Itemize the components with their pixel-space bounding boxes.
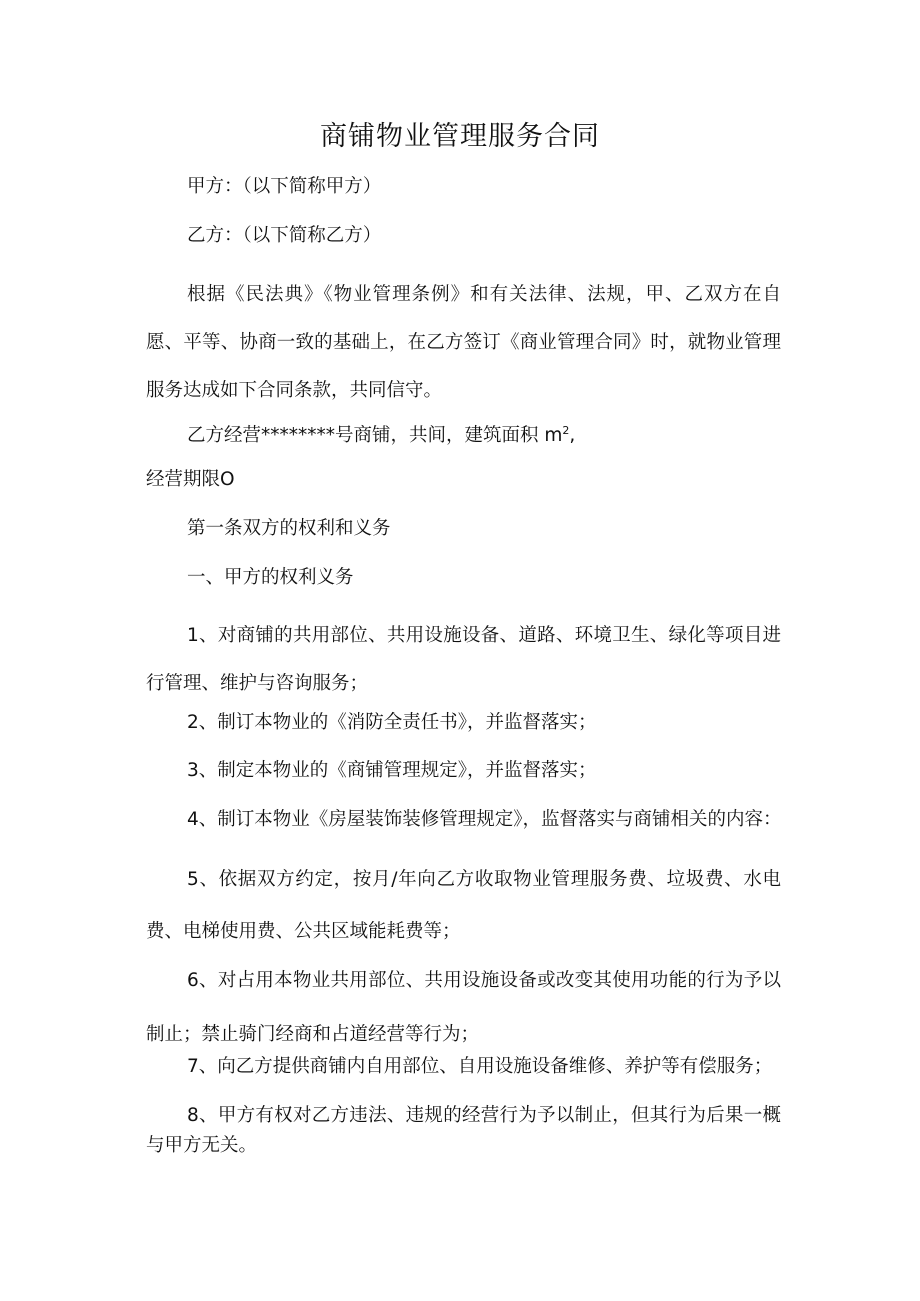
clause-item-2: 2、制订本物业的《消防全责任书》，并监督落实； — [187, 712, 597, 733]
shop-info-text: 乙方经营********号商铺，共间，建筑面积 m — [187, 425, 563, 447]
clause-item-6: 6、对占用本物业共用部位、共用设施设备或改变其使用功能的行为予以制止；禁止骑门经商和占道经营等行为； — [146, 970, 781, 1045]
clause-item-1: 1、对商铺的共用部位、共用设施设备、道路、环境卫生、绿化等项目进行管理、维护与咨询服务； — [146, 625, 781, 694]
clause-item-4: 4、制订本物业《房屋装饰装修管理规定》，监督落实与商铺相关的内容： — [187, 809, 782, 830]
document-title: 商铺物业管理服务合同 — [320, 121, 600, 152]
party-b-line: 乙方：（以下简称乙方） — [187, 225, 382, 246]
preamble-paragraph: 根据《民法典》《物业管理条例》和有关法律、法规，甲、乙双方在自愿、平等、协商一致的基础上，在乙方签订《商业管理合同》时，就物业管理服务达成如下合同条款，共同信守。 — [146, 284, 781, 401]
clause-item-7: 7、向乙方提供商铺内自用部位、自用设施设备维修、养护等有偿服务； — [187, 1056, 773, 1077]
operating-period-line: 经营期限O — [146, 469, 235, 490]
party-a-line: 甲方：（以下简称甲方） — [187, 176, 382, 197]
article-1-heading: 第一条双方的权利和义务 — [187, 518, 391, 539]
shop-info-suffix: , — [569, 425, 576, 447]
shop-info-line — [187, 418, 575, 449]
square-meter-superscript: 2 — [562, 424, 570, 437]
clause-item-3: 3、制定本物业的《商铺管理规定》，并监督落实； — [187, 760, 597, 781]
clause-item-8: 8、甲方有权对乙方违法、违规的经营行为予以制止，但其行为后果一概与甲方无关。 — [146, 1105, 781, 1156]
section-1-heading: 一、甲方的权利义务 — [187, 567, 354, 588]
clause-item-5: 5、依据双方约定，按月/年向乙方收取物业管理服务费、垃圾费、水电费、电梯使用费、公共区域能耗费等； — [146, 869, 781, 942]
